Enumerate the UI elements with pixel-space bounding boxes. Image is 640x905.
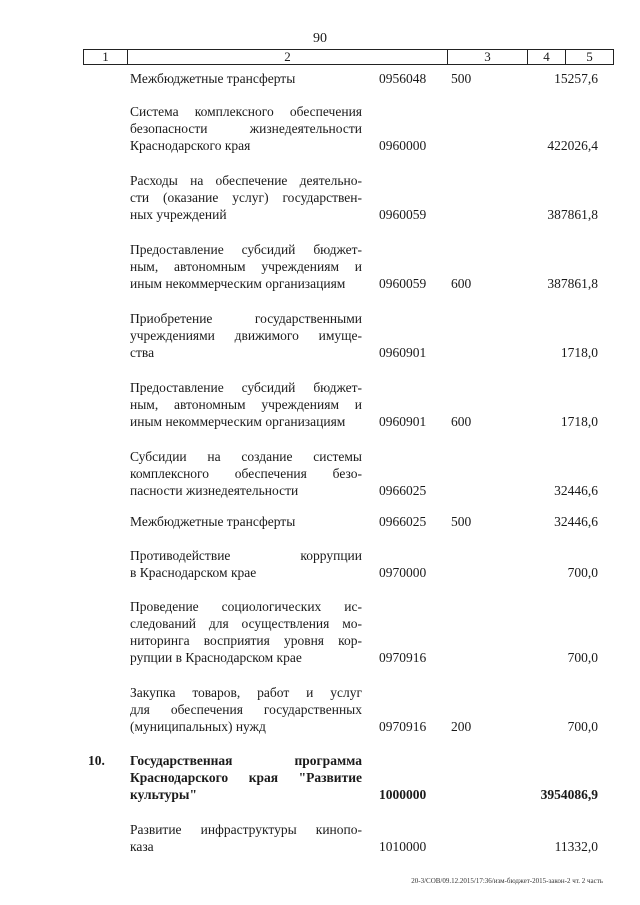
document-footer: 20-3/СОВ/09.12.2015/17:36/изм-бюджет-2015-закон-2 чт. 2 часть	[411, 877, 603, 885]
row-name-line: ства	[130, 345, 155, 360]
row-amount: 3954086,9	[540, 787, 598, 802]
row-code: 0966025	[379, 483, 427, 498]
row-amount: 700,0	[567, 719, 598, 734]
row-name-line: комплексного обеспечения безо-	[130, 466, 362, 481]
row-expense-type: 500	[451, 514, 472, 529]
row-name	[130, 547, 362, 581]
row-name-line: ных учреждений	[130, 207, 227, 222]
row-name-line: каза	[130, 839, 154, 854]
row-name	[130, 310, 362, 361]
row-name-line: Краснодарского края "Развитие	[130, 770, 362, 785]
row-amount: 700,0	[567, 565, 598, 580]
row-name-line: Приобретение государственными	[130, 311, 362, 326]
row-code: 1000000	[379, 787, 427, 802]
row-expense-type: 600	[451, 414, 472, 429]
row-name-line: Межбюджетные трансферты	[130, 514, 296, 529]
row-code: 1010000	[379, 839, 427, 854]
row-name-line: ным, автономным учреждениям и	[130, 259, 362, 274]
row-amount: 422026,4	[547, 138, 598, 153]
row-name-line: ным, автономным учреждениям и	[130, 397, 362, 412]
page-number: 90	[313, 31, 327, 46]
row-code: 0960901	[379, 345, 427, 360]
row-amount: 1718,0	[560, 414, 598, 429]
row-code: 0970916	[379, 650, 427, 665]
row-amount: 32446,6	[554, 483, 598, 498]
row-code: 0956048	[379, 71, 427, 86]
row-expense-type: 200	[451, 719, 472, 734]
header-col-5: 5	[586, 49, 593, 64]
row-name	[130, 684, 362, 735]
row-amount: 387861,8	[547, 276, 598, 291]
row-amount: 32446,6	[554, 514, 598, 529]
row-name-line: следований для осуществления мо-	[130, 616, 362, 631]
row-code: 0966025	[379, 514, 427, 529]
row-name-line: учреждениями движимого имуще-	[130, 328, 362, 343]
row-name-line: Межбюджетные трансферты	[130, 71, 296, 86]
row-expense-type: 500	[451, 71, 472, 86]
row-name-line: Краснодарского края	[130, 138, 251, 153]
row-name	[130, 752, 362, 803]
row-name	[130, 598, 362, 666]
row-name	[130, 172, 362, 223]
row-amount: 15257,6	[554, 71, 598, 86]
row-name-line: для обеспечения государственных	[130, 702, 362, 717]
row-name-line: Система комплексного обеспечения	[130, 104, 362, 119]
row-name-line: иным некоммерческим организациям	[130, 414, 346, 429]
row-code: 0960059	[379, 276, 427, 291]
row-code: 0960901	[379, 414, 427, 429]
row-name-line: Государственная программа	[130, 753, 362, 768]
row-amount: 700,0	[567, 650, 598, 665]
row-name	[130, 513, 362, 530]
row-name	[130, 821, 362, 855]
row-code: 0960059	[379, 207, 427, 222]
row-name-line: Проведение социологических ис-	[130, 599, 362, 614]
header-col-3: 3	[448, 50, 528, 64]
row-code: 0970000	[379, 565, 427, 580]
row-name	[130, 379, 362, 430]
row-name-line: Расходы на обеспечение деятельно-	[130, 173, 362, 188]
row-name-line: культуры"	[130, 787, 197, 802]
row-name-line: (муниципальных) нужд	[130, 719, 266, 734]
row-amount: 11332,0	[554, 839, 598, 854]
row-name	[130, 70, 362, 87]
row-name-line: в Краснодарском крае	[130, 565, 257, 580]
row-name-line: Противодействие коррупции	[130, 548, 362, 563]
header-col-4: 4	[528, 50, 566, 64]
row-name-line: рупции в Краснодарском крае	[130, 650, 302, 665]
row-name	[130, 103, 362, 154]
row-code: 0960000	[379, 138, 427, 153]
row-amount: 387861,8	[547, 207, 598, 222]
row-name-line: ниторинга восприятия уровня кор-	[130, 633, 362, 648]
row-name	[130, 448, 362, 499]
row-name-line: Предоставление субсидий бюджет-	[130, 242, 362, 257]
row-name	[130, 241, 362, 292]
header-col-1: 1	[84, 50, 128, 64]
row-code: 0970916	[379, 719, 427, 734]
row-name-line: пасности жизнедеятельности	[130, 483, 299, 498]
row-name-line: безопасности жизнедеятельности	[130, 121, 362, 136]
table-header	[83, 49, 614, 65]
row-name-line: Закупка товаров, работ и услуг	[130, 685, 362, 700]
row-name-line: Субсидии на создание системы	[130, 449, 362, 464]
row-name-line: Предоставление субсидий бюджет-	[130, 380, 362, 395]
row-amount: 1718,0	[560, 345, 598, 360]
row-name-line: иным некоммерческим организациям	[130, 276, 346, 291]
row-name-line: Развитие инфраструктуры кинопо-	[130, 822, 362, 837]
row-number: 10.	[88, 753, 105, 768]
header-col-2: 2	[128, 50, 448, 64]
row-expense-type: 600	[451, 276, 472, 291]
row-name-line: сти (оказание услуг) государствен-	[130, 190, 362, 205]
